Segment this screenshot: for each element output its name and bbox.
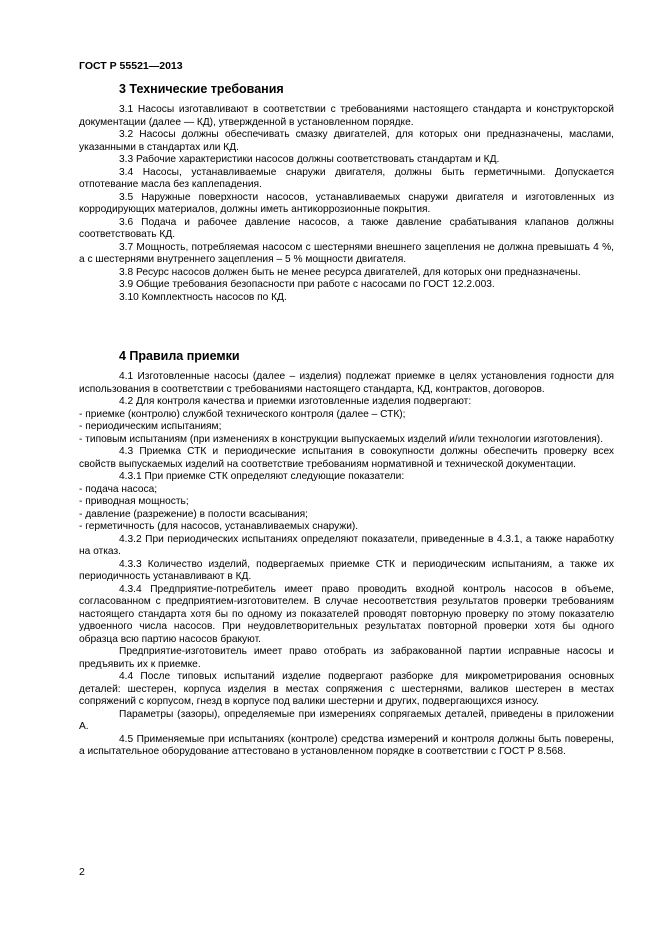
paragraph-4-3-4: 4.3.4 Предприятие-потребитель имеет право проводить входной контроль насосов в объеме, согласованном с предприятием-изготовителем. В случае несоответствия результатов проверки требованиям настоящего стандарта хотя бы по одному из показателей проводят повторную проверку по этому показателю удвоенного числа насосов. При неудовлетворительных результатах повторной проверки хотя бы одного образца всю партию насосов бракуют. [79,583,614,645]
paragraph-3-3: 3.3 Рабочие характеристики насосов должны соответствовать стандартам и КД. [119,154,500,165]
paragraph-3-7: 3.7 Мощность, потребляемая насосом с шестернями внешнего зацепления не должна превышать 4 %, а с шестернями внутреннего зацепления – 5 % мощности двигателя. [79,241,614,265]
paragraph-4-5: 4.5 Применяемые при испытаниях (контроле) средства измерений и контроля должны быть поверены, а испытательное оборудование аттестовано в установленном порядке в соответствии с ГОСТ Р 8.568. [79,733,614,757]
paragraph-4-3-3: 4.3.3 Количество изделий, подвергаемых приемке СТК и периодическим испытаниям, а также их периодичность устанавливают в КД. [79,558,614,582]
paragraph-4-4-cont: Параметры (зазоры), определяемые при измерениях сопрягаемых деталей, приведены в приложении А. [79,708,614,732]
paragraph-3-9: 3.9 Общие требования безопасности при работе с насосами по ГОСТ 12.2.003. [119,279,495,290]
paragraph-3-2: 3.2 Насосы должны обеспечивать смазку двигателей, для которых они предназначены, маслами, указанными в стандартах или КД. [79,129,614,153]
paragraph-4-3-1: 4.3.1 При приемке СТК определяют следующие показатели: [119,471,405,482]
paragraph-4-3-4-cont: Предприятие-изготовитель имеет право отобрать из забракованной партии исправные насосы и предъявить их к приемке. [79,646,614,670]
paragraph-3-5: 3.5 Наружные поверхности насосов, устанавливаемых снаружи двигателя и изготовленных из корродирующих материалов, должны иметь антикоррозионные покрытия. [79,191,614,215]
paragraph-4-1: 4.1 Изготовленные насосы (далее – изделия) подлежат приемке в целях установления годности для использования в соответствии с требованиями настоящего стандарта, КД, контрактов, договоров. [79,371,614,395]
paragraph-4-4: 4.4 После типовых испытаний изделие подвергают разборке для микрометрирования основных деталей: шестерен, корпуса изделия в местах сопряжения с шестернями, валиков шестерен в местах сопряжений с корпусом, гнезд в корпусе под валики шестерни и других, подвергающихся износу. [79,671,614,707]
list-item: - приводная мощность; [79,496,189,507]
paragraph-3-8: 3.8 Ресурс насосов должен быть не менее ресурса двигателей, для которых они предназначены. [119,266,581,278]
section-4-body [79,371,614,759]
list-item: - подача насоса; [79,483,158,495]
section-3-body [79,104,614,304]
standard-code-header: ГОСТ Р 55521—2013 [79,60,183,72]
list-item: - приемке (контролю) службой технического контроля (далее – СТК); [79,408,406,420]
section-3-heading: 3 Технические требования [119,82,284,96]
section-4-heading: 4 Правила приемки [119,349,240,363]
paragraph-3-4: 3.4 Насосы, устанавливаемые снаружи двигателя, должны быть герметичными. Допускается отпотевание масла без каплепадения. [79,166,614,190]
paragraph-4-3-2: 4.3.2 При периодических испытаниях определяют показатели, приведенные в 4.3.1, а также наработку на отказ. [79,533,614,557]
paragraph-3-1: 3.1 Насосы изготавливают в соответствии с требованиями настоящего стандарта и конструкторской документации (далее — КД), утвержденной в установленном порядке. [79,104,614,128]
paragraph-3-10: 3.10 Комплектность насосов по КД. [119,291,287,303]
list-item: - герметичность (для насосов, устанавливаемых снаружи). [79,521,359,532]
list-item: - типовым испытаниям (при изменениях в конструкции выпускаемых изделий и/или технологии изготовления). [79,433,604,445]
list-item: - давление (разрежение) в полости всасывания; [79,508,308,520]
paragraph-3-6: 3.6 Подача и рабочее давление насосов, а также давление срабатывания клапанов должны соответствовать КД. [79,216,614,240]
paragraph-4-2: 4.2 Для контроля качества и приемки изготовленные изделия подвергают: [119,396,472,407]
page-number: 2 [79,866,85,878]
paragraph-4-3: 4.3 Приемка СТК и периодические испытания в совокупности должны обеспечить проверку всех свойств выпускаемых изделий на соответствие требованиям нормативной и технической документации. [79,446,614,470]
list-item: - периодическим испытаниям; [79,421,222,432]
